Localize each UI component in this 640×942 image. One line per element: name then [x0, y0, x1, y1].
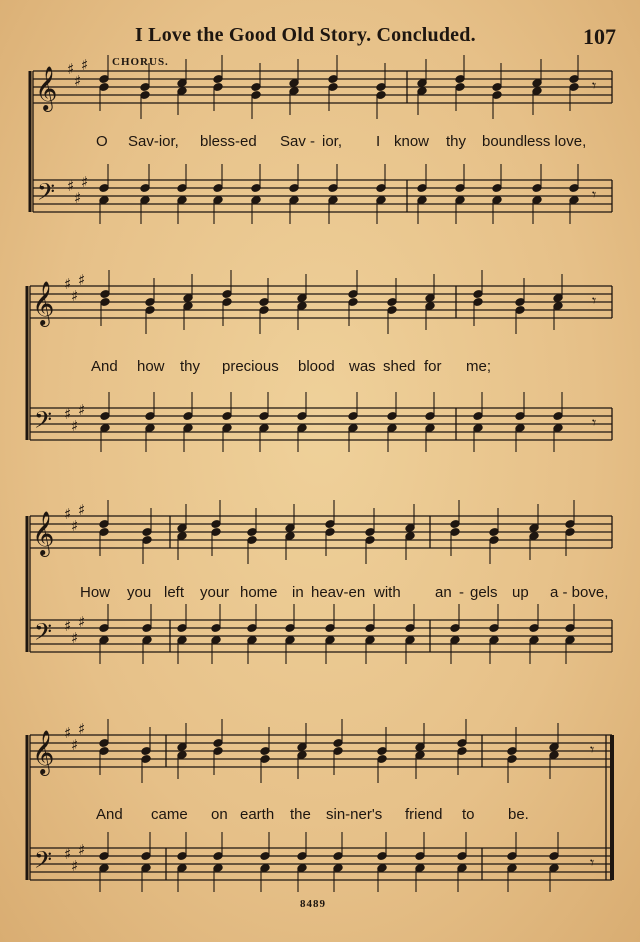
- lyric-line-2: [0, 358, 640, 380]
- sharp-sign: ♯: [71, 517, 79, 535]
- treble-clef: 𝄞: [32, 281, 55, 325]
- sharp-sign: ♯: [71, 736, 79, 754]
- sharp-sign: ♯: [78, 501, 86, 519]
- lyric-syllable: a - bove,: [550, 584, 609, 601]
- lyric-syllable: O: [96, 133, 108, 150]
- sharp-sign: ♯: [81, 173, 89, 191]
- lyric-line-1: [0, 133, 640, 155]
- bass-clef: 𝄢: [34, 846, 53, 879]
- bass-clef: 𝄢: [34, 406, 53, 439]
- sharp-sign: ♯: [74, 72, 82, 90]
- lyric-syllable: gels: [470, 584, 498, 601]
- lyric-syllable: sin-ner's: [326, 806, 383, 823]
- eighth-rest: 𝄾: [590, 853, 595, 872]
- lyric-syllable: friend: [405, 806, 443, 823]
- lyric-syllable: earth: [240, 806, 275, 823]
- treble-clef: 𝄞: [35, 66, 58, 110]
- sharp-sign: ♯: [64, 275, 72, 293]
- lyric-syllable: was: [349, 358, 376, 375]
- sharp-sign: ♯: [64, 724, 72, 742]
- lyric-syllable: I: [376, 133, 381, 150]
- lyric-syllable: left: [164, 584, 185, 601]
- lyric-syllable: bless-ed: [200, 133, 257, 150]
- sharp-sign: ♯: [64, 505, 72, 523]
- lyric-syllable: with: [374, 584, 401, 601]
- lyric-syllable: And: [96, 806, 123, 823]
- eighth-rest: 𝄾: [592, 413, 597, 432]
- lyric-syllable: in: [292, 584, 304, 601]
- hymn-title: I Love the Good Old Story. Concluded.: [135, 24, 476, 46]
- eighth-rest: 𝄾: [590, 740, 595, 759]
- lyric-syllable: how: [137, 358, 165, 375]
- sharp-sign: ♯: [78, 720, 86, 738]
- lyric-syllable: thy: [446, 133, 467, 150]
- lyric-syllable: the: [290, 806, 311, 823]
- lyric-syllable: know: [394, 133, 430, 150]
- lyric-syllable: Sav-ior,: [128, 133, 179, 150]
- sharp-sign: ♯: [78, 613, 86, 631]
- lyric-syllable: your: [200, 584, 230, 601]
- lyric-line-3: [0, 584, 640, 606]
- sharp-sign: ♯: [71, 287, 79, 305]
- sharp-sign: ♯: [64, 617, 72, 635]
- bass-clef: 𝄢: [34, 618, 53, 651]
- lyric-syllable: thy: [180, 358, 201, 375]
- sharp-sign: ♯: [78, 401, 86, 419]
- lyric-syllable: on: [211, 806, 228, 823]
- lyric-syllable: to: [462, 806, 475, 823]
- eighth-rest: 𝄾: [592, 76, 597, 95]
- lyric-syllable: shed: [383, 358, 416, 375]
- sharp-sign: ♯: [78, 271, 86, 289]
- systems: [27, 55, 612, 892]
- lyric-syllable: be.: [508, 806, 529, 823]
- sharp-sign: ♯: [71, 629, 79, 647]
- bass-clef: 𝄢: [37, 178, 56, 211]
- treble-clef: 𝄞: [32, 730, 55, 774]
- lyric-syllable: How: [80, 584, 111, 601]
- lyric-syllable: And: [91, 358, 118, 375]
- sharp-sign: ♯: [78, 841, 86, 859]
- sharp-sign: ♯: [64, 845, 72, 863]
- sharp-sign: ♯: [67, 60, 75, 78]
- lyric-syllable: home: [240, 584, 278, 601]
- page-number: 107: [583, 24, 616, 49]
- eighth-rest: 𝄾: [592, 185, 597, 204]
- lyric-syllable: Sav -: [280, 133, 316, 150]
- sharp-sign: ♯: [81, 56, 89, 74]
- treble-clef: 𝄞: [32, 511, 55, 555]
- plate-number: 8489: [300, 898, 326, 910]
- sharp-sign: ♯: [67, 177, 75, 195]
- lyric-syllable: me;: [466, 358, 492, 375]
- lyric-syllable: you: [127, 584, 152, 601]
- section-label: CHORUS.: [112, 56, 169, 68]
- lyric-syllable: came: [151, 806, 188, 823]
- sharp-sign: ♯: [74, 189, 82, 207]
- eighth-rest: 𝄾: [592, 291, 597, 310]
- lyric-syllable: blood: [298, 358, 335, 375]
- lyric-syllable: for: [424, 358, 442, 375]
- lyric-syllable: precious: [222, 358, 279, 375]
- sharp-sign: ♯: [71, 857, 79, 875]
- lyric-syllable: heav-en: [311, 584, 366, 601]
- lyric-syllable: up: [512, 584, 529, 601]
- lyric-syllable: -: [459, 584, 464, 601]
- lyric-syllable: boundless love,: [482, 133, 587, 150]
- sharp-sign: ♯: [64, 405, 72, 423]
- lyric-syllable: ior,: [322, 133, 343, 150]
- lyric-line-4: [0, 806, 640, 828]
- lyric-syllable: an: [435, 584, 452, 601]
- sharp-sign: ♯: [71, 417, 79, 435]
